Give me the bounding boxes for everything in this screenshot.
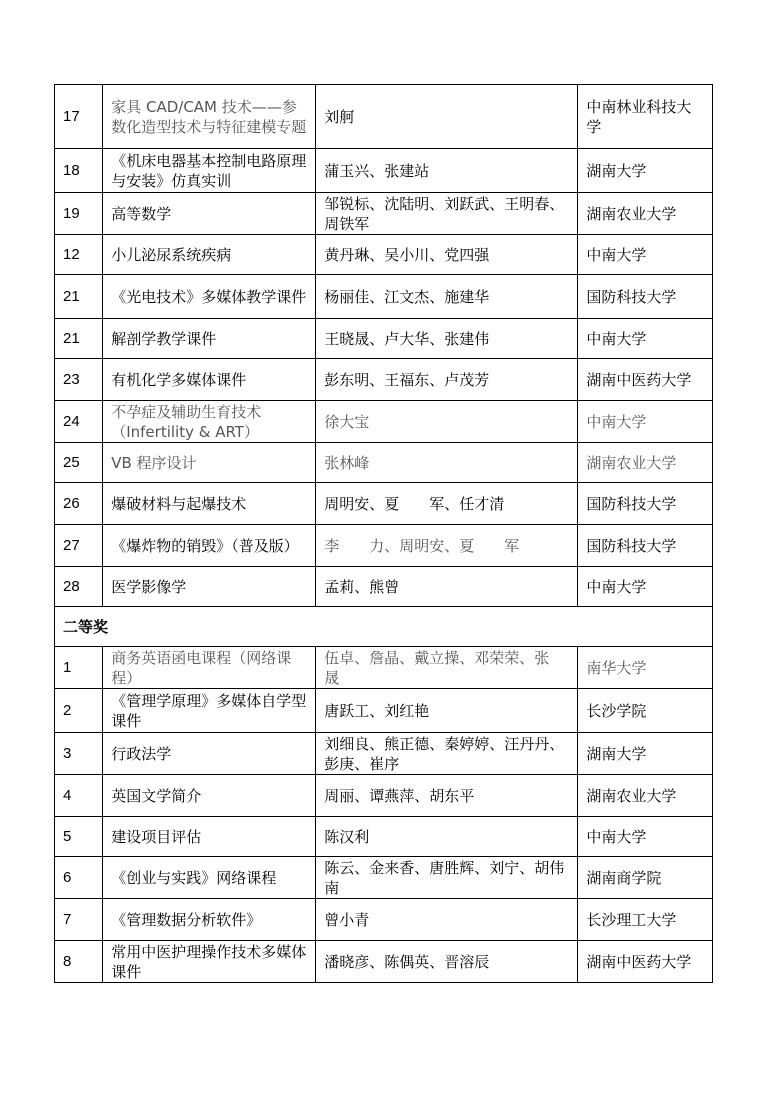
course-authors: 唐跃工、刘红艳 [316,689,578,733]
row-number: 5 [55,817,103,857]
course-title: 商务英语函电课程（网络课程） [103,647,316,689]
course-organization: 中南大学 [578,567,713,607]
course-title: 《光电技术》多媒体教学课件 [103,275,316,319]
course-authors: 李 力、周明安、夏 军 [316,525,578,567]
course-organization: 长沙理工大学 [578,899,713,941]
table-row [55,149,713,193]
table-row [55,775,713,817]
table-row [55,483,713,525]
course-authors: 王晓晟、卢大华、张建伟 [316,319,578,359]
course-authors: 刘细良、熊正德、秦婷婷、汪丹丹、彭庚、崔序 [316,733,578,775]
section-title: 二等奖 [55,607,713,647]
course-organization: 长沙学院 [578,689,713,733]
course-organization: 湖南中医药大学 [578,359,713,401]
row-number: 28 [55,567,103,607]
course-title: 高等数学 [103,193,316,235]
row-number: 25 [55,443,103,483]
section-header-row [55,607,713,647]
course-authors: 杨丽佳、江文杰、施建华 [316,275,578,319]
course-title: 《爆炸物的销毁》（普及版） [103,525,316,567]
row-number: 3 [55,733,103,775]
table-row [55,319,713,359]
award-table [54,84,713,983]
row-number: 23 [55,359,103,401]
row-number: 7 [55,899,103,941]
course-authors: 蒲玉兴、张建站 [316,149,578,193]
course-title: 行政法学 [103,733,316,775]
course-authors: 孟莉、熊曾 [316,567,578,607]
table-row [55,567,713,607]
table-row [55,647,713,689]
table-row [55,857,713,899]
row-number: 1 [55,647,103,689]
row-number: 26 [55,483,103,525]
course-organization: 湖南商学院 [578,857,713,899]
row-number: 8 [55,941,103,983]
table-row [55,899,713,941]
row-number: 2 [55,689,103,733]
course-title: 家具 CAD/CAM 技术——参数化造型技术与特征建模专题 [103,85,316,149]
course-title: 爆破材料与起爆技术 [103,483,316,525]
course-title: 小儿泌尿系统疾病 [103,235,316,275]
course-authors: 黄丹琳、吴小川、党四强 [316,235,578,275]
course-title: 常用中医护理操作技术多媒体课件 [103,941,316,983]
course-authors: 徐大宝 [316,401,578,443]
award-table-body [55,85,713,983]
course-authors: 陈云、金来香、唐胜辉、刘宁、胡伟南 [316,857,578,899]
course-title: 建设项目评估 [103,817,316,857]
course-authors: 周丽、谭燕萍、胡东平 [316,775,578,817]
course-authors: 彭东明、王福东、卢茂芳 [316,359,578,401]
course-organization: 湖南中医药大学 [578,941,713,983]
course-organization: 湖南大学 [578,733,713,775]
course-title: VB 程序设计 [103,443,316,483]
row-number: 21 [55,275,103,319]
row-number: 24 [55,401,103,443]
course-authors: 伍卓、詹晶、戴立操、邓荣荣、张 晟 [316,647,578,689]
course-authors: 张林峰 [316,443,578,483]
course-title: 《创业与实践》网络课程 [103,857,316,899]
course-authors: 潘晓彦、陈偶英、晋溶辰 [316,941,578,983]
course-organization: 中南大学 [578,401,713,443]
course-authors: 陈汉利 [316,817,578,857]
table-row [55,817,713,857]
course-organization: 国防科技大学 [578,275,713,319]
row-number: 12 [55,235,103,275]
course-authors: 周明安、夏 军、任才清 [316,483,578,525]
course-authors: 邹锐标、沈陆明、刘跃武、王明春、周铁军 [316,193,578,235]
table-row [55,443,713,483]
row-number: 6 [55,857,103,899]
course-title: 医学影像学 [103,567,316,607]
course-title: 不孕症及辅助生育技术（Infertility & ART） [103,401,316,443]
course-authors: 曾小青 [316,899,578,941]
course-organization: 国防科技大学 [578,483,713,525]
course-title: 有机化学多媒体课件 [103,359,316,401]
row-number: 19 [55,193,103,235]
table-row [55,401,713,443]
table-row [55,235,713,275]
table-row [55,941,713,983]
table-row [55,85,713,149]
course-title: 解剖学教学课件 [103,319,316,359]
row-number: 27 [55,525,103,567]
course-title: 英国文学简介 [103,775,316,817]
table-row [55,193,713,235]
table-row [55,525,713,567]
course-organization: 南华大学 [578,647,713,689]
course-title: 《机床电器基本控制电路原理与安装》仿真实训 [103,149,316,193]
row-number: 21 [55,319,103,359]
course-organization: 中南大学 [578,319,713,359]
course-organization: 国防科技大学 [578,525,713,567]
table-row [55,359,713,401]
course-organization: 湖南大学 [578,149,713,193]
course-organization: 中南大学 [578,235,713,275]
course-title: 《管理学原理》多媒体自学型课件 [103,689,316,733]
row-number: 18 [55,149,103,193]
course-authors: 刘舸 [316,85,578,149]
table-row [55,733,713,775]
course-organization: 湖南农业大学 [578,193,713,235]
course-title: 《管理数据分析软件》 [103,899,316,941]
table-row [55,275,713,319]
course-organization: 中南林业科技大学 [578,85,713,149]
table-row [55,689,713,733]
course-organization: 中南大学 [578,817,713,857]
row-number: 17 [55,85,103,149]
course-organization: 湖南农业大学 [578,775,713,817]
row-number: 4 [55,775,103,817]
course-organization: 湖南农业大学 [578,443,713,483]
